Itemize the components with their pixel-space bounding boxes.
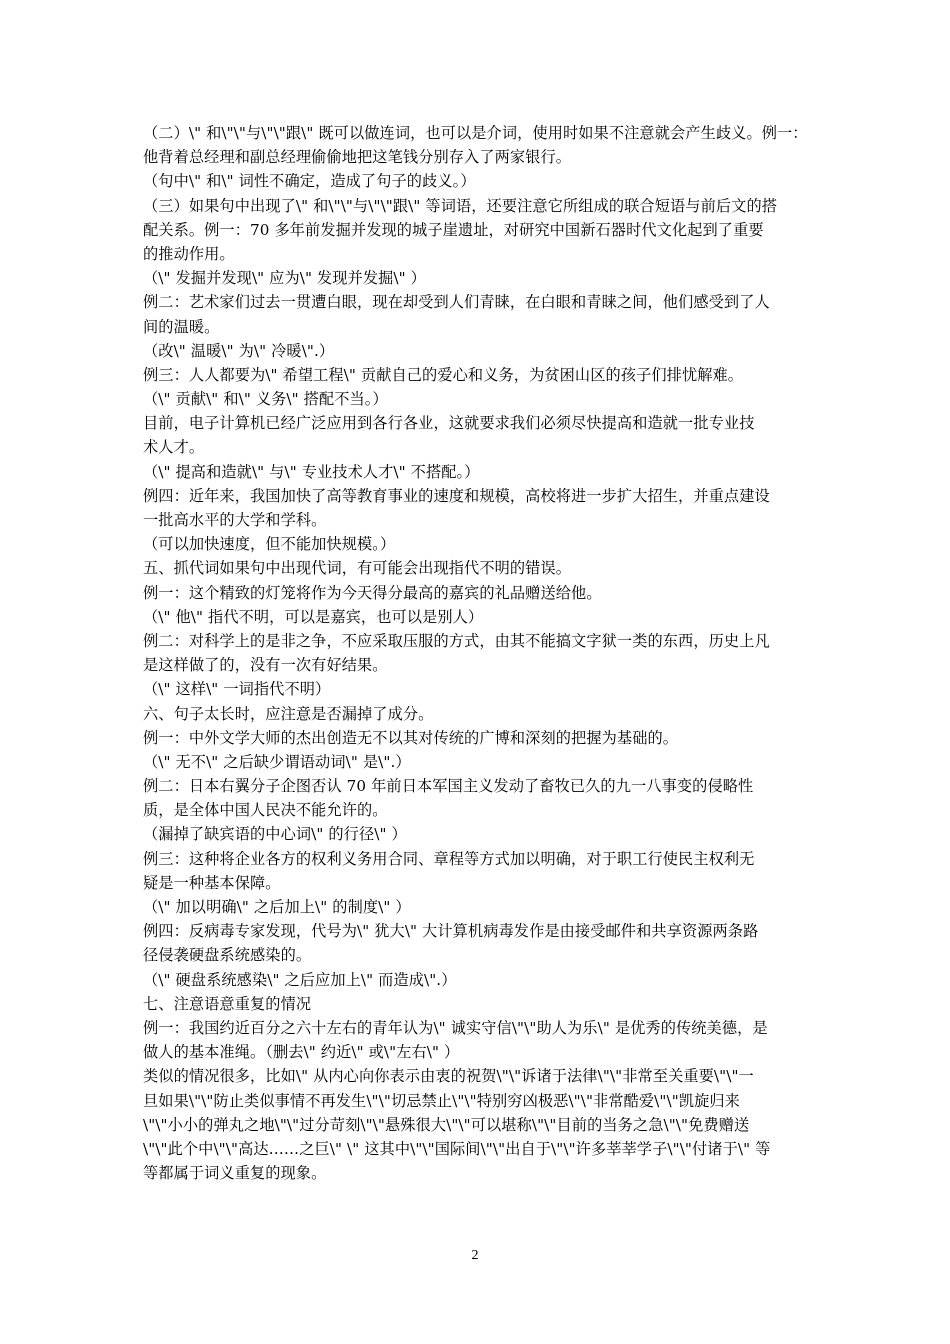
text-line: 径侵袭硬盘系统感染的。	[143, 946, 312, 965]
text-line: （改\" 温暖\" 为\" 冷暖\".）	[143, 341, 335, 360]
text-line: 例四：反病毒专家发现，代号为\" 犹大\" 大计算机病毒发作是由接受邮件和共享资源两条路	[143, 922, 759, 941]
text-line: 六、句子太长时，应注意是否漏掉了成分。	[143, 704, 434, 723]
text-line: 例三：人人都要为\" 希望工程\" 贡献自己的爱心和义务，为贫困山区的孩子们排忧解难。	[143, 365, 744, 384]
text-line: （三）如果句中出现了\" 和\"\"与\"\"跟\" 等词语，还要注意它所组成的联合短语与前后文的搭	[143, 196, 778, 215]
text-line: 术人才。	[143, 438, 205, 457]
text-line: 做人的基本准绳。（删去\" 约近\" 或\"左右\" ）	[143, 1043, 460, 1062]
text-line: （二）\" 和\"\"与\"\"跟\" 既可以做连词，也可以是介词，使用时如果不注意就会产生歧义。例一：	[143, 124, 808, 142]
text-line: 他背着总经理和副总经理偷偷地把这笔钱分别存入了两家银行。	[143, 148, 572, 167]
page-number: 2	[471, 1248, 479, 1263]
text-line: 质，是全体中国人民决不能允许的。	[143, 801, 388, 820]
text-line: 例二：对科学上的是非之争，不应采取压服的方式，由其不能搞文字狱一类的东西，历史上凡	[143, 631, 770, 650]
text-line: 七、注意语意重复的情况	[143, 994, 312, 1013]
text-line: 例一：这个精致的灯笼将作为今天得分最高的嘉宾的礼品赠送给他。	[143, 583, 602, 602]
text-line: \"\"小小的弹丸之地\"\"过分苛刻\"\"悬殊很大\"\"可以堪称\"\"目前的当务之急\"\"免费赠送	[143, 1115, 750, 1134]
text-line: 例二：艺术家们过去一贯遭白眼，现在却受到人们青睐，在白眼和青睐之间，他们感受到了人	[143, 293, 770, 312]
text-line: 等都属于词义重复的现象。	[143, 1164, 327, 1183]
text-line: （\" 贡献\" 和\" 义务\" 搭配不当。）	[143, 390, 388, 409]
text-line: （\" 加以明确\" 之后加上\" 的制度\" ）	[143, 898, 411, 916]
text-line: 例三：这种将企业各方的权利义务用合同、章程等方式加以明确，对于职工行使民主权利无	[143, 849, 755, 868]
text-line: （\" 无不\" 之后缺少谓语动词\" 是\".）	[143, 752, 411, 771]
text-line: 旦如果\"\"防止类似事情不再发生\"\"切忌禁止\"\"特别穷凶极恶\"\"非常酷爱\"\"凯旋归来	[143, 1091, 740, 1110]
text-line: 目前，电子计算机已经广泛应用到各行各业，这就要求我们必须尽快提高和造就一批专业技	[143, 414, 755, 433]
text-line: 的推动作用。	[143, 244, 235, 263]
text-line: 一批高水平的大学和学科。	[143, 511, 327, 529]
text-line: 类似的情况很多，比如\" 从内心向你表示由衷的祝贺\"\"诉诸于法律\"\"非常至关重要\"\"一	[143, 1067, 754, 1086]
text-line: （\" 这样\" 一词指代不明）	[143, 680, 331, 699]
text-line: （可以加快速度，但不能加快规模。）	[143, 535, 396, 554]
document-body	[143, 121, 808, 1185]
text-line: （\" 发掘并发现\" 应为\" 发现并发掘\" ）	[143, 269, 426, 288]
text-line: （\" 提高和造就\" 与\" 专业技术人才\" 不搭配。）	[143, 462, 480, 481]
text-line: 疑是一种基本保障。	[143, 873, 281, 892]
text-line: \"\"此个中\"\"高达……之巨\" \" 这其中\"\"国际间\"\"出自于\"\"许多莘莘学子\"\"付诸于\" 等	[143, 1139, 771, 1158]
text-line: 例一：我国约近百分之六十左右的青年认为\" 诚实守信\"\"助人为乐\" 是优秀的传统美德，是	[143, 1018, 768, 1037]
text-line: 间的温暖。	[143, 317, 220, 336]
text-line: （句中\" 和\" 词性不确定，造成了句子的歧义。）	[143, 172, 476, 191]
text-line: 例四：近年来，我国加快了高等教育事业的速度和规模，高校将进一步扩大招生，并重点建设	[143, 486, 770, 505]
text-line: （\" 他\" 指代不明，可以是嘉宾，也可以是别人）	[143, 607, 484, 626]
text-line: 配关系。例一：70 多年前发掘并发现的城子崖遗址，对研究中国新石器时代文化起到了重要	[143, 220, 764, 239]
text-line: 例二：日本右翼分子企图否认 70 年前日本军国主义发动了畜牧已久的九一八事变的侵略性	[143, 777, 754, 796]
text-line: （漏掉了缺宾语的中心词\" 的行径\" ）	[143, 825, 407, 844]
text-line: （\" 硬盘系统感染\" 之后应加上\" 而造成\".）	[143, 970, 457, 989]
text-line: 是这样做了的，没有一次有好结果。	[143, 656, 388, 675]
text-line: 五、抓代词如果句中出现代词，有可能会出现指代不明的错误。	[143, 559, 572, 578]
text-line: 例一：中外文学大师的杰出创造无不以其对传统的广博和深刻的把握为基础的。	[143, 728, 679, 747]
